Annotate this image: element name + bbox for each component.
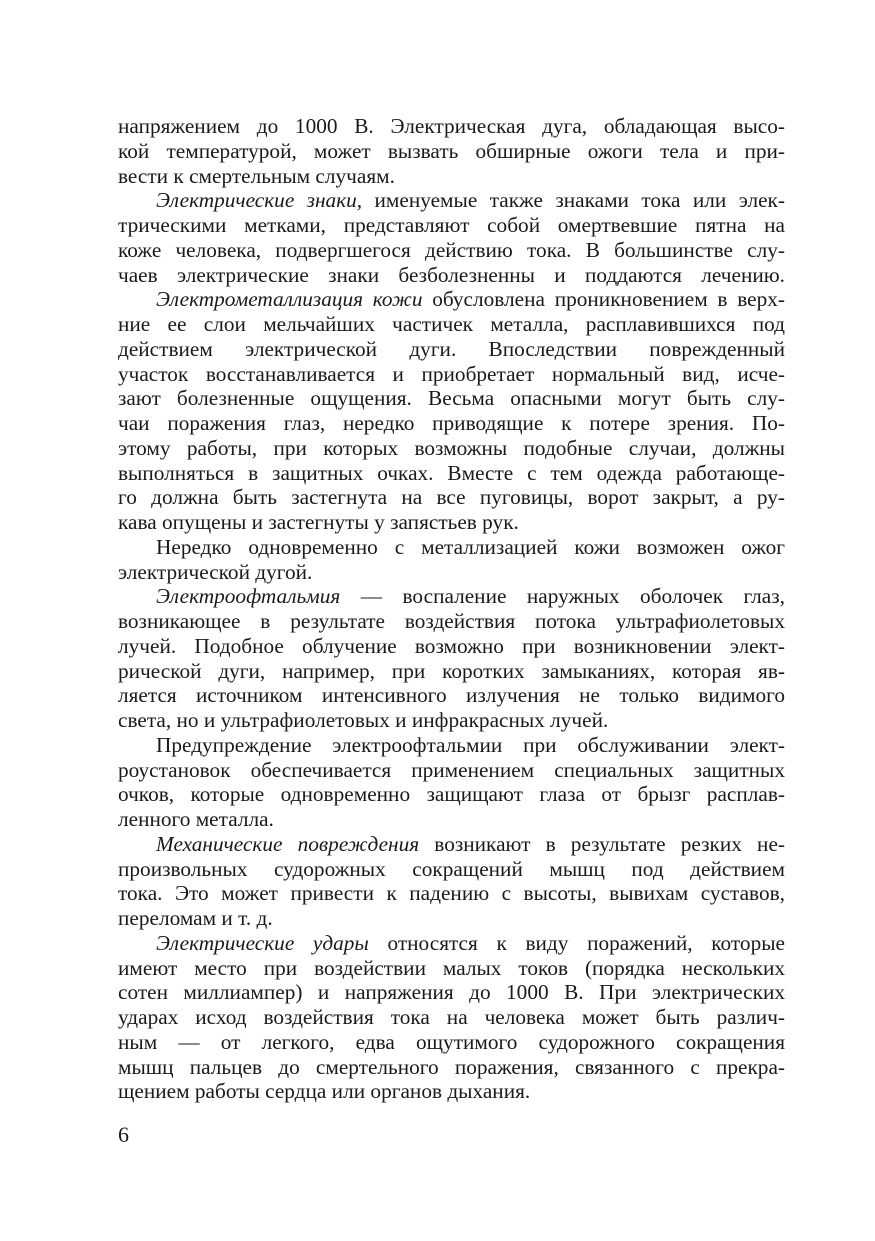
italic-term: Электрические удары — [156, 930, 369, 955]
text-line: ние ее слои мельчайших частичек металла, расплавившихся под — [118, 312, 785, 336]
text-line: чаи поражения глаз, нередко приводящие к потере зрения. По- — [118, 411, 785, 435]
text-line: Механические повреждения возникают в результате резких не- — [156, 831, 785, 856]
text-line: кой температурой, может вызвать обширные ожоги тела и при- — [118, 138, 785, 163]
text-line: мышц пальцев до смертельного поражения, связанного с прекра- — [118, 1054, 785, 1079]
text-line: действием электрической дуги. Впоследствии поврежденный — [118, 336, 785, 361]
text-line: произвольных судорожных сокращений мышц под действием — [118, 856, 785, 881]
text-line: Нередко одновременно с металлизацией кожи возможен ожог — [156, 534, 785, 559]
text-line: сотен миллиампер) и напряжения до 1000 В. При электрических — [118, 980, 785, 1005]
text-line: Электрические знаки, именуемые также знаками тока или элек- — [156, 188, 785, 213]
text-line: переломам и т. д. — [118, 906, 273, 930]
text-line: кава опущены и застегнуты у запястьев рук. — [118, 510, 519, 534]
text-line: этому работы, при которых возможны подобные случаи, должны — [118, 435, 785, 460]
text-line: лучей. Подобное облучение возможно при возникновении элект- — [118, 633, 785, 658]
text-line: света, но и ультрафиолетовых и инфракрасных лучей. — [118, 708, 609, 732]
text-line: зают болезненные ощущения. Весьма опасными могут быть слу- — [118, 386, 785, 411]
text-line: Предупреждение электроофтальмии при обслуживании элект- — [156, 732, 785, 757]
text-line: трическими метками, представляют собой омертвевшие пятна на — [118, 213, 785, 237]
text-line: ным — от легкого, едва ощутимого судорожного сокращения — [118, 1029, 785, 1054]
text-line: Электрические удары относятся к виду поражений, которые — [156, 930, 785, 955]
text-line: рической дуги, например, при коротких замыканиях, которая яв- — [118, 658, 785, 683]
text-line: ляется источником интенсивного излучения не только видимого — [118, 683, 785, 708]
text-line: ленного металла. — [118, 807, 274, 831]
text-line: го должна быть застегнута на все пуговицы, ворот закрыт, а ру- — [118, 485, 785, 510]
italic-term: Электрометаллизация кожи — [156, 287, 423, 312]
text-line: имеют место при воздействии малых токов (порядка нескольких — [118, 955, 785, 980]
page-number: 6 — [118, 1122, 129, 1147]
text-line: роустановок обеспечивается применением специальных защитных — [118, 757, 785, 782]
body-text — [118, 114, 785, 1104]
text-line: вести к смертельным случаям. — [118, 163, 395, 188]
text-line: Электрометаллизация кожи обусловлена проникновением в верх- — [156, 287, 785, 312]
text-line: щением работы сердца или органов дыхания. — [118, 1079, 531, 1104]
text-line: Электроофтальмия — воспаление наружных оболочек глаз, — [156, 584, 785, 609]
text-line: возникающее в результате воздействия потока ультрафиолетовых — [118, 609, 785, 633]
text-line: очков, которые одновременно защищают глаза от брызг расплав- — [118, 782, 785, 807]
text-line: электрической дугой. — [118, 559, 313, 584]
text-line: выполняться в защитных очках. Вместе с тем одежда работающе- — [118, 460, 785, 485]
italic-term: Механические повреждения — [156, 831, 420, 856]
italic-term: Электроофтальмия — [156, 584, 341, 609]
italic-term: Электрические знаки, — [156, 188, 363, 213]
text-line: участок восстанавливается и приобретает нормальный вид, исче- — [118, 361, 785, 386]
text-line: чаев электрические знаки безболезненны и поддаются лечению. — [118, 262, 785, 287]
text-line: ударах исход воздействия тока на человека может быть различ- — [118, 1005, 785, 1029]
text-line: коже человека, подвергшегося действию тока. В большинстве слу- — [118, 237, 785, 262]
text-line: напряжением до 1000 В. Электрическая дуга, обладающая высо- — [118, 114, 785, 138]
text-line: тока. Это может привести к падению с высоты, вывихам суставов, — [118, 881, 785, 906]
